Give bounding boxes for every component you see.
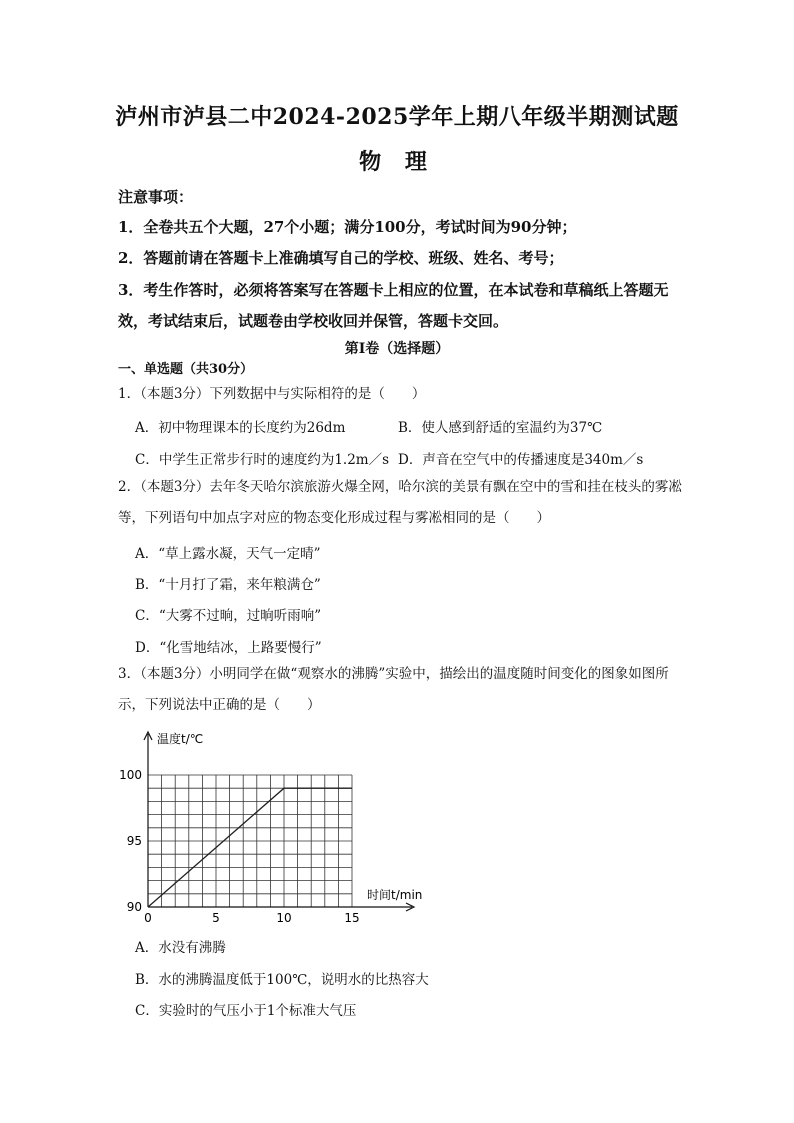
chart-series — [148, 788, 352, 907]
y-tick-label: 95 — [126, 834, 142, 848]
section-title: 第Ⅰ卷（选择题） — [344, 341, 450, 357]
question-2-option-a: A．“草上露水凝，天气一定晴” — [135, 546, 321, 562]
y-tick-label: 90 — [126, 900, 142, 914]
question-stem-3: 3．（本题3分）小明同学在做“观察水的沸腾”实验中，描绘出的温度随时间变化的图象如图所示，下列说法中正确的是（ ） — [118, 666, 669, 713]
question-1-option-b: B．使人感到舒适的室温约为37℃ — [398, 420, 603, 436]
question-2-option-b: B．“十月打了霜，来年粮满仓” — [135, 577, 321, 593]
x-tick-label: 15 — [344, 911, 360, 925]
chart-axes — [144, 732, 414, 911]
x-tick-label: 10 — [276, 911, 292, 925]
question-3-option-c: C．实验时的气压小于1个标准大气压 — [135, 1003, 357, 1019]
x-tick-label: 0 — [144, 911, 152, 925]
part-title: 一、单选题（共30分） — [118, 362, 254, 377]
question-2-option-c: C．“大雾不过晌，过晌听雨响” — [135, 608, 322, 624]
question-stem-2: 2．（本题3分）去年冬天哈尔滨旅游火爆全网，哈尔滨的美景有飘在空中的雪和挂在枝头的雾凇等，下列语句中加点字对应的物态变化形成过程与雾凇相同的是（ ） — [118, 479, 682, 526]
exam-subject: 物 理 — [359, 149, 435, 175]
question-3-option-a: A．水没有沸腾 — [135, 940, 226, 956]
question-3-option-b: B．水的沸腾温度低于100℃，说明水的比热容大 — [135, 972, 429, 988]
x-axis-label: 时间t/min — [367, 888, 423, 902]
exam-title: 泸州市泸县二中2024-2025学年上期八年级半期测试题 — [115, 104, 679, 130]
question-1-option-c: C．中学生正常步行时的速度约为1.2m／s — [135, 452, 390, 468]
notice-heading: 注意事项： — [118, 188, 194, 206]
notice-item: 1．全卷共五个大题，27个小题；满分100分，考试时间为90分钟； — [118, 218, 577, 236]
temperature-time-chart — [119, 726, 446, 926]
notice-item: 2．答题前请在答题卡上准确填写自己的学校、班级、姓名、考号； — [118, 249, 564, 267]
chart-grid — [148, 775, 352, 907]
question-1-option-d: D．声音在空气中的传播速度是340m／s — [398, 452, 644, 468]
notice-item: 3．考生作答时，必须将答案写在答题卡上相应的位置，在本试卷和草稿纸上答题无效，考试结束后，试题卷由学校收回并保管，答题卡交回。 — [118, 281, 669, 330]
question-stem-1: 1．（本题3分）下列数据中与实际相符的是（ ） — [118, 386, 426, 402]
question-2-option-d: D．“化雪地结冰，上路要慢行” — [135, 640, 322, 656]
question-1-option-a: A．初中物理课本的长度约为26dm — [135, 420, 346, 436]
x-tick-label: 5 — [212, 911, 220, 925]
temperature-series-line — [148, 788, 352, 907]
y-tick-label: 100 — [119, 768, 142, 782]
y-axis-label: 温度t/℃ — [157, 732, 204, 746]
